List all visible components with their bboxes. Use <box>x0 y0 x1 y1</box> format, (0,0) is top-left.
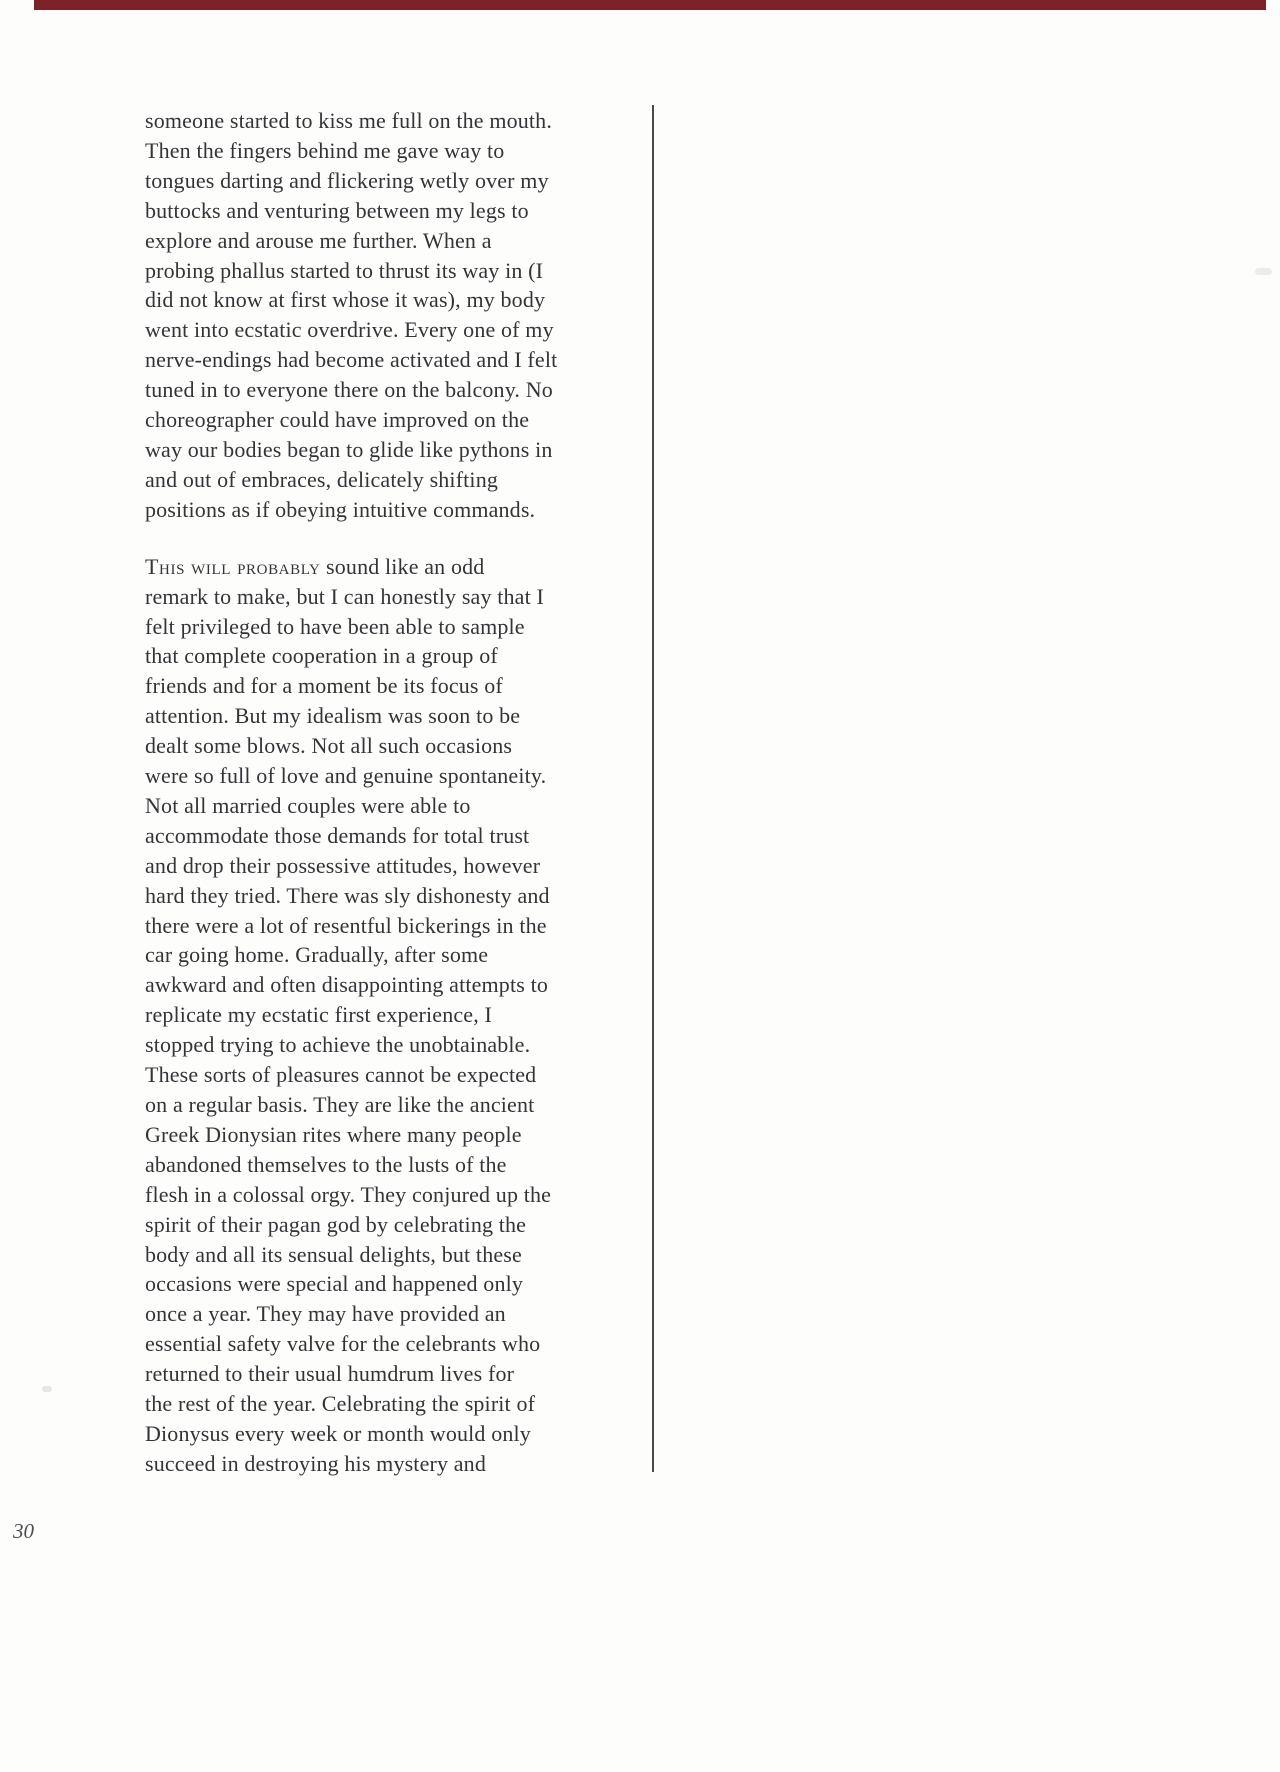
paragraph-2-small-caps-lead: This will probably <box>145 553 321 579</box>
scan-artifact <box>1255 268 1272 275</box>
page-number: 30 <box>13 1519 34 1543</box>
paragraph-2 <box>145 552 650 1479</box>
scan-artifact <box>42 1386 52 1392</box>
paragraph-1: someone started to kiss me full on the mouth. Then the fingers behind me gave way to tongues darting and flickering wetly over my buttocks and venturing between my legs to explore and arouse me further. When a probing phallus started to thrust its way in (I did not know at first whose it was), my body went into ecstatic overdrive. Every one of my nerve-endings had become activated and I felt tuned in to everyone there on the balcony. No choreographer could have improved on the way our bodies began to glide like pythons in and out of embraces, delicately shifting positions as if obeying intuitive commands. <box>145 108 558 522</box>
column-divider-rule <box>652 105 654 1472</box>
paragraph-2-first-line-rest: sound like an odd <box>320 553 485 579</box>
text-column <box>145 106 650 1479</box>
top-edge-binding-strip <box>34 0 1266 10</box>
paragraph-2-body: remark to make, but I can honestly say that I felt privileged to have been able to sample that complete cooperation in a group of friends and for a moment be its focus of attention. But my idealism was soon to be dealt some blows. Not all such occasions were so full of love and genuine spontaneity. Not all married couples were able to accommodate those demands for total trust and drop their possessive attitudes, however hard they tried. There was sly dishonesty and there were a lot of resentful bickerings in the car going home. Gradually, after some awkward and often disappointing attempts to replicate my ecstatic first experience, I stopped trying to achieve the unobtainable. These sorts of pleasures cannot be expected on a regular basis. They are like the ancient Greek Dionysian rites where many people abandoned themselves to the lusts of the flesh in a colossal orgy. They conjured up the spirit of their pagan god by celebrating the body and all its sensual delights, but these occasions were special and happened only once a year. They may have provided an essential safety valve for the celebrants who returned to their usual humdrum lives for the rest of the year. Celebrating the spirit of Dionysus every week or month would only succeed in destroying his mystery and <box>145 583 552 1476</box>
